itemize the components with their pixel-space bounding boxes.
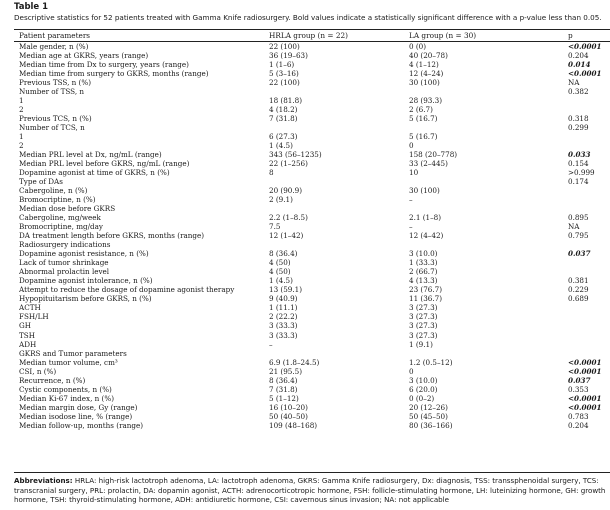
row-la-value: 6 (20.0) (409, 384, 438, 394)
table-title: Table 1 (14, 2, 49, 12)
table-row (0, 186, 610, 195)
row-la-value: 3 (27.3) (409, 321, 438, 331)
row-la-value: 40 (20–78) (409, 51, 448, 61)
row-la-value: 0 (409, 366, 414, 376)
row-label: TSH (19, 330, 35, 340)
row-hrla-value: 6.9 (1.8–24.5) (269, 357, 320, 367)
table-row (0, 385, 610, 394)
row-la-value: 23 (76.7) (409, 285, 443, 295)
row-hrla-value: 1 (4.5) (269, 141, 293, 151)
table-row (0, 421, 610, 430)
table-row (0, 376, 610, 385)
row-la-value: 12 (4–24) (409, 69, 444, 79)
row-label: GKRS and Tumor parameters (19, 348, 127, 358)
row-hrla-value: 36 (19–63) (269, 51, 308, 61)
table-row (0, 340, 610, 349)
table-row (0, 412, 610, 421)
row-p-value: 0.382 (568, 87, 589, 97)
row-hrla-value: 2 (22.2) (269, 312, 298, 322)
row-label: Radiosurgery indications (19, 240, 111, 250)
row-label: Cabergoline, n (%) (19, 186, 88, 196)
row-p-value: 0.318 (568, 114, 589, 124)
table-row (0, 349, 610, 358)
row-p-value: 0.037 (568, 375, 591, 385)
table-row (0, 204, 610, 213)
table-row (0, 358, 610, 367)
row-p-value: >0.999 (568, 168, 595, 178)
row-p-value: 0.037 (568, 249, 591, 259)
row-label: Abnormal prolactin level (19, 267, 110, 277)
row-label: Dopamine agonist at time of GKRS, n (%) (19, 168, 170, 178)
row-p-value: NA (568, 78, 580, 88)
row-label: Lack of tumor shrinkage (19, 258, 109, 268)
row-hrla-value: 4 (18.2) (269, 105, 298, 115)
row-p-value: <0.0001 (568, 393, 602, 403)
header-la-group: LA group (n = 30) (409, 31, 477, 40)
row-hrla-value: 16 (10–20) (269, 402, 308, 412)
table-row (0, 114, 610, 123)
abbreviations-text: HRLA: high-risk lactotroph adenoma, LA: lactotroph adenoma, GKRS: Gamma Knife radiosurgery, Dx: diagnosis, TSS: transsphenoidal surgery, TCS: transcranial surgery, PRL: prolactin, DA: dopamin agonist, ACTH: adrenocorticotropic hormone, FSH: follicle-stimulating hormone, LH: luteinizing hormone, GH: growth hormone, TSH: thyroid-stimulating hormone, ADH: antidiuretic hormone, CSI: cavernous sinus invasion; NA: not applicable (14, 476, 606, 504)
row-la-value: 33 (2–445) (409, 159, 448, 169)
row-p-value: 0.795 (568, 231, 589, 241)
row-p-value: 0.689 (568, 294, 589, 304)
row-label: Male gender, n (%) (19, 42, 89, 51)
row-hrla-value: 7 (31.8) (269, 384, 298, 394)
row-label: Median margin dose, Gy (range) (19, 402, 138, 412)
row-p-value: 0.229 (568, 285, 589, 295)
row-hrla-value: 8 (269, 168, 274, 178)
table-row (0, 150, 610, 159)
row-la-value: 3 (10.0) (409, 249, 438, 259)
row-hrla-value: 18 (81.8) (269, 96, 303, 106)
row-label: Median PRL level before GKRS, ng/mL (range) (19, 159, 190, 169)
row-hrla-value: 5 (3–16) (269, 69, 299, 79)
table-row (0, 267, 610, 276)
row-hrla-value: 1 (4.5) (269, 276, 293, 286)
row-la-value: 1 (33.3) (409, 258, 438, 268)
row-label: Number of TSS, n (19, 87, 85, 97)
row-hrla-value: 2 (9.1) (269, 195, 293, 205)
row-p-value: <0.0001 (568, 357, 602, 367)
row-la-value: 1 (9.1) (409, 339, 433, 349)
row-hrla-value: 8 (36.4) (269, 249, 298, 259)
row-label: ADH (19, 339, 37, 349)
row-label: Median isodose line, % (range) (19, 411, 133, 421)
row-hrla-value: 21 (95.5) (269, 366, 303, 376)
row-la-value: 80 (36–166) (409, 420, 453, 430)
row-p-value: 0.033 (568, 150, 591, 160)
table-row (0, 367, 610, 376)
row-p-value: 0.174 (568, 177, 589, 187)
row-p-value: 0.204 (568, 420, 589, 430)
row-la-value: – (409, 195, 413, 205)
row-label: Median follow-up, months (range) (19, 420, 144, 430)
row-p-value: 0.154 (568, 159, 589, 169)
table-row (0, 222, 610, 231)
row-p-value: <0.0001 (568, 69, 602, 79)
row-la-value: 3 (10.0) (409, 375, 438, 385)
row-la-value: 28 (93.3) (409, 96, 443, 106)
table-caption: Descriptive statistics for 52 patients treated with Gamma Knife radiosurgery. Bold values indicate a statistically significant difference with a p-value less than 0.05. (14, 13, 602, 22)
row-label: Cystic components, n (%) (19, 384, 112, 394)
row-p-value: 0.353 (568, 384, 589, 394)
row-hrla-value: 12 (1–42) (269, 231, 304, 241)
row-label: Median tumor volume, cm³ (19, 357, 118, 367)
row-la-value: 30 (100) (409, 186, 440, 196)
row-hrla-value: 1 (11.1) (269, 303, 298, 313)
row-p-value: <0.0001 (568, 402, 602, 412)
row-hrla-value: 2.2 (1–8.5) (269, 213, 308, 223)
header-hrla-group: HRLA group (n = 22) (269, 31, 348, 40)
row-label: ACTH (19, 303, 41, 313)
table-row (0, 123, 610, 132)
table-row (0, 177, 610, 186)
row-la-value: 4 (1–12) (409, 60, 439, 70)
table-row (0, 87, 610, 96)
row-label: 2 (19, 141, 24, 151)
table-row (0, 231, 610, 240)
table-row (0, 195, 610, 204)
table-row (0, 78, 610, 87)
row-p-value: 0.204 (568, 51, 589, 61)
row-la-value: 12 (4–42) (409, 231, 444, 241)
bottom-rule (14, 472, 610, 473)
row-hrla-value: 1 (1–6) (269, 60, 295, 70)
row-label: Number of TCS, n (19, 123, 85, 133)
row-hrla-value: 22 (100) (269, 78, 300, 88)
row-la-value: 50 (45–50) (409, 411, 448, 421)
row-label: Median Ki-67 index, n (%) (19, 393, 114, 403)
table-row (0, 331, 610, 340)
row-la-value: 3 (27.3) (409, 312, 438, 322)
row-hrla-value: – (269, 339, 273, 349)
row-la-value: 2 (66.7) (409, 267, 438, 277)
row-hrla-value: 4 (50) (269, 267, 291, 277)
table-body (0, 42, 610, 430)
row-p-value: NA (568, 222, 580, 232)
row-label: GH (19, 321, 32, 331)
table-row (0, 394, 610, 403)
row-p-value: <0.0001 (568, 366, 602, 376)
row-label: Bromocriptine, n (%) (19, 195, 96, 205)
table-row (0, 60, 610, 69)
table-row (0, 168, 610, 177)
row-hrla-value: 7 (31.8) (269, 114, 298, 124)
row-la-value: 10 (409, 168, 419, 178)
row-label: Recurrence, n (%) (19, 375, 86, 385)
abbreviations-footnote (14, 476, 610, 505)
row-hrla-value: 9 (40.9) (269, 294, 298, 304)
row-label: Median time from Dx to surgery, years (range) (19, 60, 189, 70)
row-hrla-value: 50 (40–50) (269, 411, 308, 421)
table-row (0, 141, 610, 150)
table-row (0, 294, 610, 303)
row-la-value: – (409, 222, 413, 232)
table-row (0, 312, 610, 321)
row-p-value: 0.895 (568, 213, 589, 223)
row-hrla-value: 343 (56–1235) (269, 150, 322, 160)
row-hrla-value: 8 (36.4) (269, 375, 298, 385)
row-la-value: 11 (36.7) (409, 294, 443, 304)
row-label: CSI, n (%) (19, 366, 57, 376)
row-la-value: 2.1 (1–8) (409, 213, 442, 223)
table-row (0, 285, 610, 294)
row-label: FSH/LH (19, 312, 49, 322)
table-row (0, 132, 610, 141)
row-hrla-value: 3 (33.3) (269, 330, 298, 340)
row-la-value: 5 (16.7) (409, 114, 438, 124)
top-rule (14, 29, 610, 30)
row-la-value: 3 (27.3) (409, 330, 438, 340)
row-label: Attempt to reduce the dosage of dopamine agonist therapy (19, 285, 235, 295)
row-hrla-value: 5 (1–12) (269, 393, 299, 403)
table-row (0, 213, 610, 222)
row-la-value: 0 (0) (409, 42, 427, 51)
row-la-value: 0 (0–2) (409, 393, 435, 403)
row-hrla-value: 22 (1–256) (269, 159, 308, 169)
row-label: 1 (19, 96, 24, 106)
row-label: Dopamine agonist intolerance, n (%) (19, 276, 153, 286)
table-row (0, 249, 610, 258)
row-label: Median time from surgery to GKRS, months (range) (19, 69, 209, 79)
table-row (0, 51, 610, 60)
table-row (0, 240, 610, 249)
row-la-value: 1.2 (0.5–12) (409, 357, 453, 367)
row-hrla-value: 13 (59.1) (269, 285, 303, 295)
row-label: Median PRL level at Dx, ng/mL (range) (19, 150, 162, 160)
row-p-value: 0.299 (568, 123, 589, 133)
table-row (0, 105, 610, 114)
row-hrla-value: 6 (27.3) (269, 132, 298, 142)
row-label: Hypopituitarism before GKRS, n (%) (19, 294, 152, 304)
row-label: Previous TSS, n (%) (19, 78, 91, 88)
row-hrla-value: 109 (48–168) (269, 420, 318, 430)
header-p: p (568, 31, 573, 40)
row-label: 1 (19, 132, 24, 142)
table-row (0, 96, 610, 105)
table-row (0, 303, 610, 312)
row-label: DA treatment length before GKRS, months (range) (19, 231, 205, 241)
row-label: Bromocriptine, mg/day (19, 222, 103, 232)
table-row (0, 258, 610, 267)
abbreviations-label: Abbreviations: (14, 476, 73, 485)
row-la-value: 2 (6.7) (409, 105, 433, 115)
row-hrla-value: 4 (50) (269, 258, 291, 268)
table-row (0, 321, 610, 330)
table-row (0, 69, 610, 78)
row-p-value: <0.0001 (568, 42, 602, 51)
row-p-value: 0.783 (568, 411, 589, 421)
row-label: Median dose before GKRS (19, 204, 116, 214)
row-hrla-value: 7.5 (269, 222, 281, 232)
row-la-value: 3 (27.3) (409, 303, 438, 313)
row-label: 2 (19, 105, 24, 115)
row-la-value: 30 (100) (409, 78, 440, 88)
row-la-value: 0 (409, 141, 414, 151)
row-p-value: 0.014 (568, 60, 591, 70)
table-header (0, 31, 610, 41)
table-row (0, 276, 610, 285)
row-la-value: 5 (16.7) (409, 132, 438, 142)
row-label: Cabergoline, mg/week (19, 213, 101, 223)
table-row (0, 42, 610, 51)
row-label: Dopamine agonist resistance, n (%) (19, 249, 149, 259)
row-la-value: 4 (13.3) (409, 276, 438, 286)
row-p-value: 0.381 (568, 276, 589, 286)
table-row (0, 403, 610, 412)
row-la-value: 158 (20–778) (409, 150, 458, 160)
row-label: Median age at GKRS, years (range) (19, 51, 149, 61)
row-hrla-value: 3 (33.3) (269, 321, 298, 331)
row-hrla-value: 22 (100) (269, 42, 300, 51)
row-la-value: 20 (12–26) (409, 402, 448, 412)
row-hrla-value: 20 (90.9) (269, 186, 303, 196)
row-label: Type of DAs (19, 177, 63, 187)
header-patient-parameters: Patient parameters (19, 31, 91, 40)
table-row (0, 159, 610, 168)
row-label: Previous TCS, n (%) (19, 114, 92, 124)
